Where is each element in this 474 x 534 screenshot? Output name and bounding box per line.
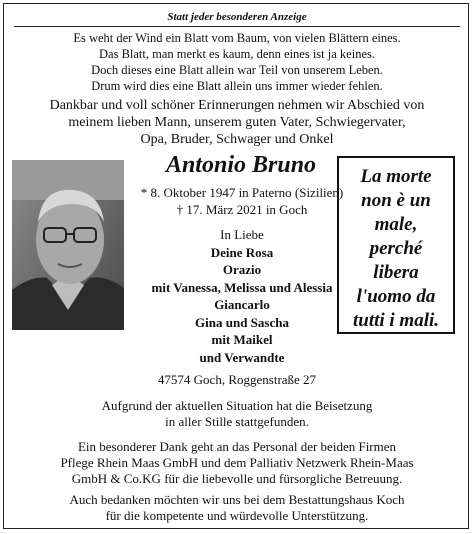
birth-date: * 8. Oktober 1947 in Paterno (Sizilien) <box>140 185 344 200</box>
quote-line: non è un <box>361 190 431 211</box>
poem-line: Doch dieses eine Blatt allein war Teil von unserem Leben. <box>91 63 383 77</box>
death-date: † 17. März 2021 in Goch <box>176 202 308 217</box>
quote-box <box>337 156 455 334</box>
thanks-line: für die kompetente und würdevolle Unterstützung. <box>105 508 369 523</box>
intro-text <box>0 97 474 148</box>
header-rule <box>14 26 460 27</box>
quote-line: perché <box>369 238 423 259</box>
intro-line: Opa, Bruder, Schwager und Onkel <box>140 132 334 147</box>
intro-line: Dankbar und voll schöner Erinnerungen nehmen wir Abschied von <box>49 98 425 113</box>
family-list <box>126 226 358 366</box>
family-member: Deine Rosa <box>210 244 274 260</box>
family-member: mit Vanessa, Melissa und Alessia <box>151 279 333 295</box>
notice-line: in aller Stille stattgefunden. <box>165 414 309 429</box>
quote-line: libera <box>373 262 419 283</box>
burial-notice <box>0 398 474 430</box>
thanks-line: GmbH & Co.KG für die liebevolle und fürsorgliche Betreuung. <box>71 471 403 486</box>
quote-line: l'uomo da <box>356 286 436 307</box>
life-dates <box>126 184 358 218</box>
portrait-photo <box>12 160 124 330</box>
deceased-name: Antonio Bruno <box>165 152 317 178</box>
family-member: und Verwandte <box>199 349 285 365</box>
notice-line: Aufgrund der aktuellen Situation hat die Beisetzung <box>101 398 373 413</box>
address: 47574 Goch, Roggenstraße 27 <box>157 372 317 387</box>
family-member: mit Maikel <box>211 332 273 347</box>
quote-line: tutti i mali. <box>352 310 440 331</box>
family-member: Giancarlo <box>214 297 270 312</box>
poem-line: Das Blatt, man merkt es kaum, denn eines ist ja keines. <box>99 47 375 61</box>
header-text: Statt jeder besonderen Anzeige <box>167 11 307 23</box>
thanks-line: Ein besonderer Dank geht an das Personal der beiden Firmen <box>77 439 397 454</box>
in-liebe-label: In Liebe <box>220 227 264 242</box>
thanks-line: Pflege Rhein Maas GmbH und dem Palliativ Netzwerk Rhein-Maas <box>60 455 414 470</box>
quote-line: La morte <box>360 166 432 187</box>
intro-line: meinem lieben Mann, unserem guten Vater, Schwiegervater, <box>68 115 406 130</box>
poem-line: Es weht der Wind ein Blatt vom Baum, von vielen Blättern eines. <box>73 31 401 45</box>
portrait-image <box>12 160 124 330</box>
poem <box>0 30 474 94</box>
quote-line: male, <box>374 214 418 235</box>
thanks-paragraph <box>0 439 474 487</box>
family-member: Gina und Sascha <box>195 314 289 330</box>
thanks-line: Auch bedanken möchten wir uns bei dem Bestattungshaus Koch <box>69 492 405 507</box>
family-member: Orazio <box>222 262 262 277</box>
thanks-paragraph-2 <box>0 492 474 524</box>
poem-line: Drum wird dies eine Blatt allein uns immer wieder fehlen. <box>91 79 383 93</box>
